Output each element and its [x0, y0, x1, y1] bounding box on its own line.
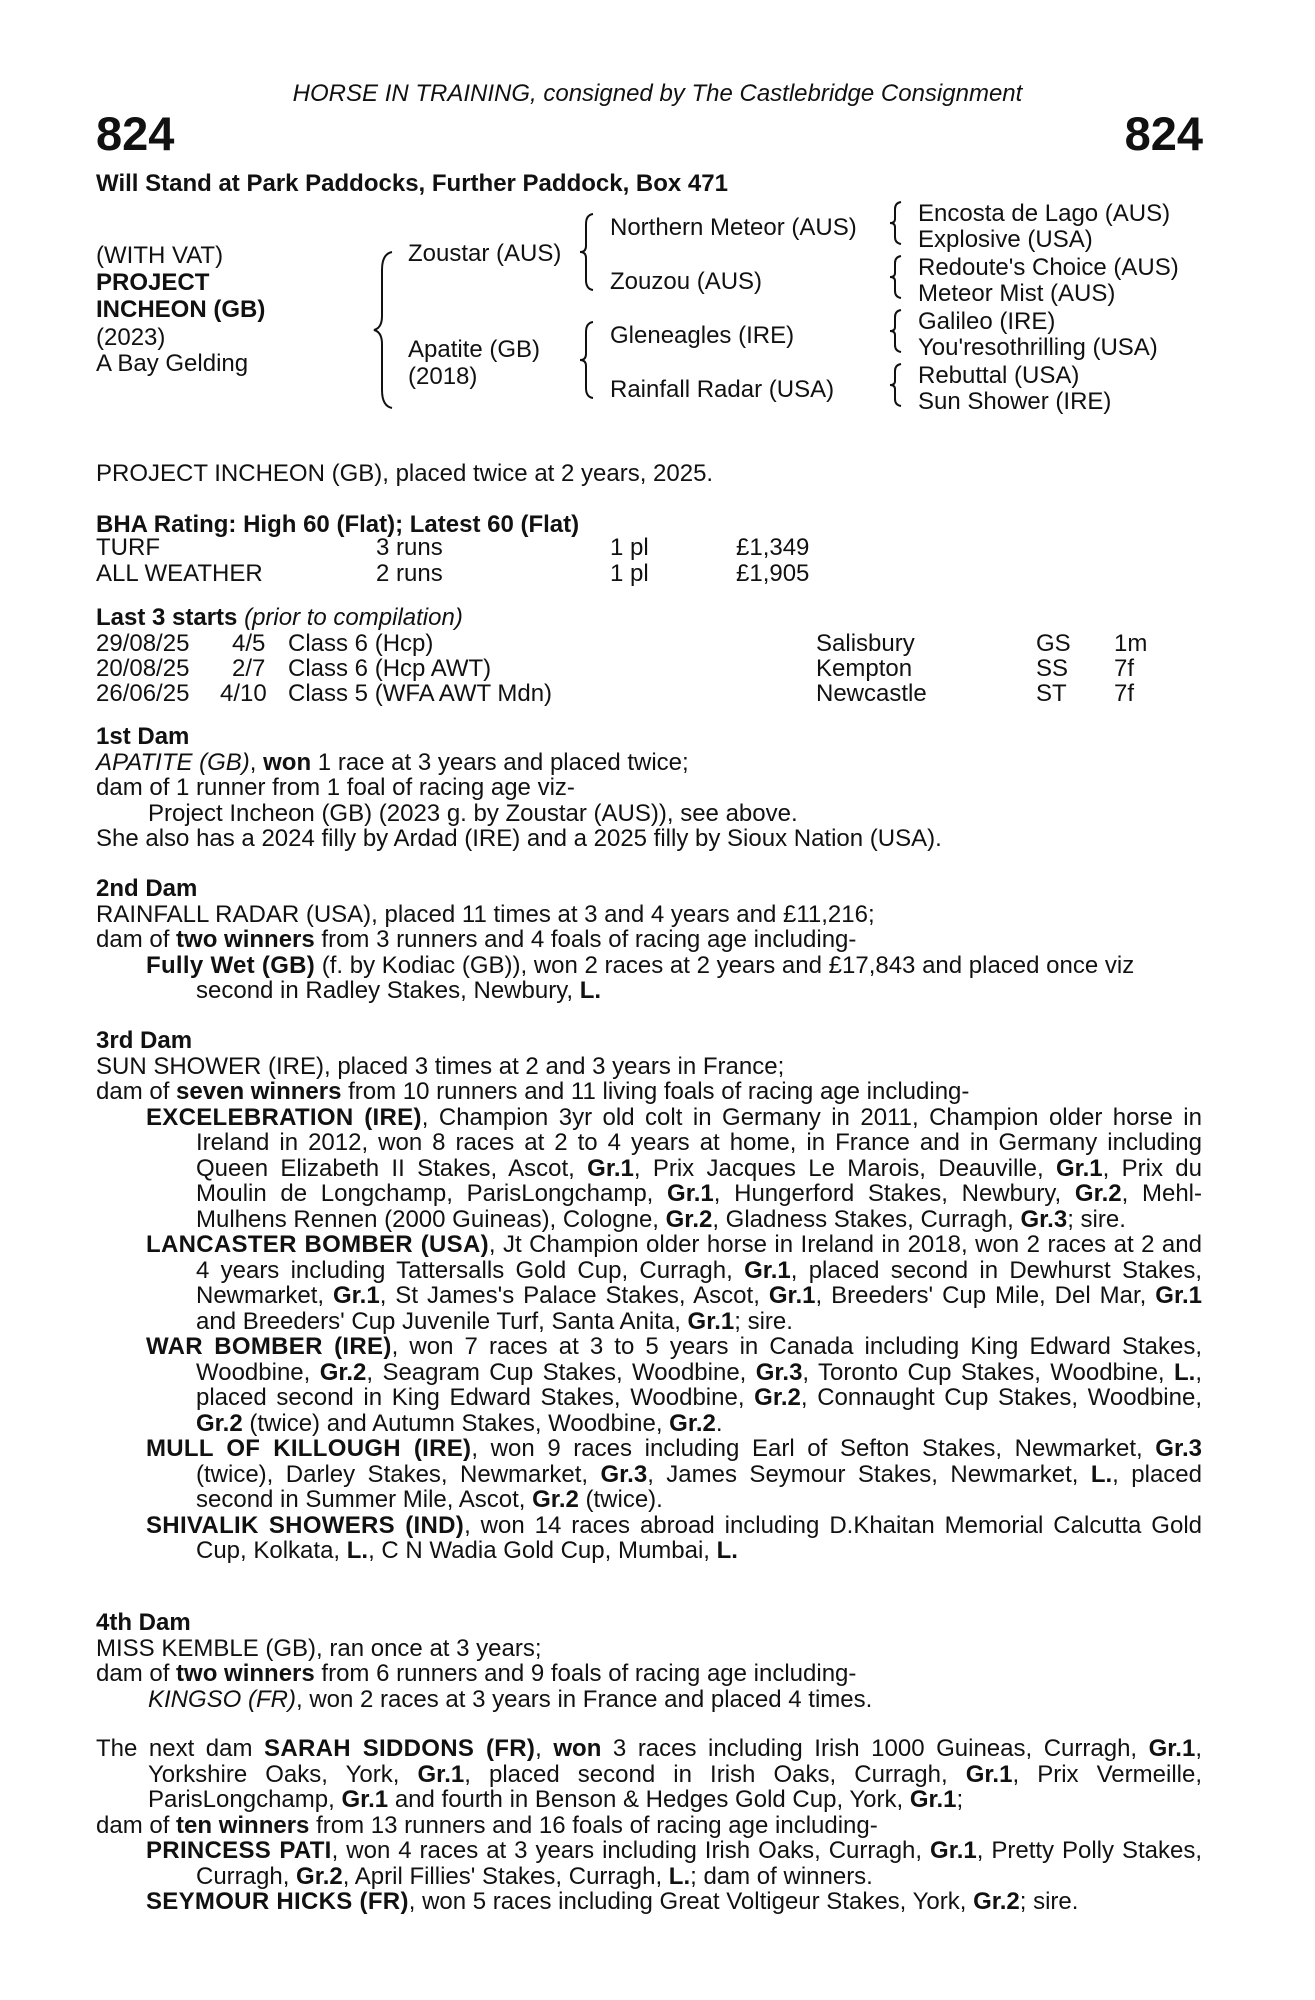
grade: Gr.1	[687, 1307, 735, 1335]
progeny-name: KINGSO (FR)	[148, 1685, 296, 1713]
start-position: 4/5	[232, 630, 266, 657]
start-distance: 7f	[1114, 680, 1135, 707]
rating-surface: ALL WEATHER	[96, 560, 263, 587]
grade: Gr.1	[1148, 1735, 1196, 1762]
start-race: Class 5 (WFA AWT Mdn)	[288, 680, 553, 707]
start-position: 4/10	[220, 680, 267, 707]
third-dam-section	[96, 1028, 1202, 1564]
second-dam-section	[96, 876, 1202, 1004]
progeny-text: .	[715, 1409, 723, 1437]
first-dam-line1-rest: 1 race at 3 years and placed twice;	[311, 748, 689, 776]
first-dam-line4: She also has a 2024 filly by Ardad (IRE) and a 2025 filly by Sioux Nation (USA).	[96, 825, 942, 852]
progeny-text: , Mehl-Mulhens Rennen (2000 Guineas), Cologne,	[196, 1180, 1202, 1233]
progeny-entry	[96, 1232, 1202, 1334]
stand-location: Will Stand at Park Paddocks, Further Paddock, Box 471	[96, 170, 728, 197]
rating-surface: TURF	[96, 534, 160, 561]
progeny-entry	[96, 953, 1202, 1004]
progeny-text: ; dam of winners.	[690, 1862, 873, 1890]
dam-of-text: dam of	[96, 1811, 177, 1839]
grade: L.	[346, 1537, 369, 1564]
rating-placed: 1 pl	[610, 560, 649, 587]
progeny-name: SHIVALIK SHOWERS (IND)	[146, 1511, 465, 1539]
grade: Gr.3	[1155, 1435, 1202, 1462]
progeny-entry	[96, 1105, 1202, 1233]
last-starts-heading	[96, 604, 463, 632]
start-going: GS	[1036, 630, 1071, 657]
progeny-text: , St James's Palace Stakes, Ascot,	[379, 1282, 769, 1309]
next-dam-name: SARAH SIDDONS (FR)	[264, 1735, 536, 1762]
pedigree-brace-main	[372, 250, 396, 410]
first-dam-line3: Project Incheon (GB) (2023 g. by Zoustar (AUS)), see above.	[148, 799, 798, 827]
progeny-name: Fully Wet (GB)	[146, 951, 316, 979]
fourth-dam-title: 4th Dam	[96, 1609, 191, 1636]
pedigree-g1: Encosta de Lago (AUS)	[918, 200, 1171, 227]
second-dam-line1: RAINFALL RADAR (USA), placed 11 times at 3 and 4 years and £11,216;	[96, 900, 875, 928]
pedigree-g5: Galileo (IRE)	[918, 308, 1056, 335]
next-dam-sep: ,	[535, 1735, 554, 1762]
start-race: Class 6 (Hcp AWT)	[288, 655, 492, 682]
consignment-line: HORSE IN TRAINING, consigned by The Castlebridge Consignment	[292, 80, 1023, 107]
progeny-entry	[96, 1687, 1202, 1713]
fourth-dam-produce	[96, 1661, 1202, 1687]
progeny-text: , placed second in Irish Oaks, Curragh,	[464, 1760, 966, 1788]
dam-of-text: dam of	[96, 1660, 177, 1687]
progeny-text: (twice).	[578, 1486, 663, 1513]
start-position: 2/7	[232, 655, 266, 682]
progeny-text: , Seagram Cup Stakes, Woodbine,	[366, 1358, 756, 1386]
progeny-entry	[96, 1513, 1202, 1564]
progeny-text: , won 2 races at 3 years in France and placed 4 times.	[296, 1685, 873, 1713]
grade: Gr.1	[744, 1256, 791, 1284]
last-starts-title: Last 3 starts	[96, 604, 238, 631]
pedigree-g2: Explosive (USA)	[918, 226, 1093, 253]
third-dam-title: 3rd Dam	[96, 1027, 193, 1054]
grade: L.	[668, 1862, 691, 1890]
progeny-text: , Prix Vermeille, ParisLongchamp,	[148, 1760, 1202, 1813]
grade: Gr.1	[965, 1760, 1013, 1788]
progeny-text: , Yorkshire Oaks, York,	[148, 1735, 1202, 1788]
lot-number-right: 824	[1124, 107, 1203, 160]
grade: Gr.2	[665, 1205, 713, 1233]
pedigree-brace-dam	[578, 320, 596, 400]
pedigree-sire: Zoustar (AUS)	[408, 240, 562, 267]
vat-note: (WITH VAT)	[96, 242, 224, 269]
progeny-name: MULL OF KILLOUGH (IRE)	[146, 1435, 472, 1462]
progeny-text: and fourth in Benson & Hedges Gold Cup, York,	[388, 1786, 910, 1813]
bha-rating: BHA Rating: High 60 (Flat); Latest 60 (Flat)	[96, 511, 580, 538]
grade: Gr.1	[1155, 1282, 1202, 1309]
pedigree-brace-g4	[888, 362, 904, 408]
lot-number-left: 824	[96, 107, 175, 160]
start-going: SS	[1036, 655, 1069, 682]
progeny-name: PRINCESS PATI	[146, 1837, 332, 1864]
progeny-entry	[96, 1334, 1202, 1436]
progeny-text: , Connaught Cup Stakes, Woodbine,	[800, 1384, 1202, 1411]
start-race: Class 6 (Hcp)	[288, 630, 434, 657]
rating-runs: 3 runs	[376, 534, 443, 561]
grade: Gr.1	[332, 1282, 380, 1309]
progeny-text: , Jt Champion older horse in Ireland in 2018, won 2 races at 2 and 4 years including Tattersalls Gold Cup, Curragh,	[196, 1231, 1202, 1284]
grade: Gr.2	[319, 1358, 367, 1386]
progeny-text: (twice) and Autumn Stakes, Woodbine,	[242, 1409, 670, 1437]
horse-year: (2023)	[96, 324, 166, 351]
third-dam-produce	[96, 1079, 1202, 1105]
race-summary: PROJECT INCHEON (GB), placed twice at 2 years, 2025.	[96, 460, 714, 487]
pedigree-sire-sire: Northern Meteor (AUS)	[610, 214, 857, 241]
start-date: 26/06/25	[96, 680, 190, 707]
start-course: Salisbury	[816, 630, 915, 657]
progeny-text: , James Seymour Stakes, Newmarket,	[647, 1460, 1091, 1488]
progeny-text: , won 9 races including Earl of Sefton Stakes, Newmarket,	[471, 1435, 1156, 1462]
progeny-text: , Toronto Cup Stakes, Woodbine,	[802, 1358, 1174, 1386]
horse-name-line2: INCHEON (GB)	[96, 296, 266, 323]
first-dam-line2: dam of 1 runner from 1 foal of racing age viz-	[96, 774, 575, 801]
progeny-text: , Pretty Polly Stakes, Curragh,	[196, 1837, 1202, 1890]
progeny-name: SEYMOUR HICKS (FR)	[146, 1888, 409, 1915]
winners-count: two winners	[176, 926, 315, 953]
second-dam-produce	[96, 927, 1202, 953]
dam-of-rest: from 13 runners and 16 foals of racing age including-	[309, 1811, 878, 1839]
pedigree-dam: Apatite (GB)	[408, 336, 541, 363]
progeny-text: , placed second in King Edward Stakes, Woodbine,	[196, 1358, 1202, 1411]
grade: Gr.2	[754, 1384, 801, 1411]
grade: Gr.1	[909, 1786, 957, 1813]
dam-of-rest: from 3 runners and 4 foals of racing age including-	[314, 926, 857, 953]
grade: Gr.3	[755, 1358, 803, 1386]
pedigree-brace-sire	[578, 212, 596, 292]
dam-of-text: dam of	[96, 926, 177, 953]
winners-count: two winners	[176, 1660, 315, 1687]
grade: Gr.2	[1074, 1180, 1122, 1207]
rating-prize: £1,349	[736, 534, 810, 561]
winners-count: seven winners	[176, 1078, 342, 1105]
progeny-name: EXCELEBRATION (IRE)	[146, 1103, 422, 1131]
grade: Gr.1	[768, 1282, 816, 1309]
start-date: 20/08/25	[96, 655, 190, 682]
progeny-text: , Prix Jacques Le Marois, Deauville,	[633, 1154, 1056, 1182]
pedigree-brace-g3	[888, 308, 904, 354]
pedigree-g8: Sun Shower (IRE)	[918, 388, 1112, 415]
grade: Gr.2	[669, 1409, 716, 1437]
rating-prize: £1,905	[736, 560, 810, 587]
progeny-text: 3 races including Irish 1000 Guineas, Curragh,	[601, 1735, 1149, 1762]
progeny-text: (f. by Kodiac (GB)), won 2 races at 2 years and £17,843 and placed once viz second in Radley Stakes, Newbury,	[196, 951, 1135, 1004]
progeny-text: ; sire.	[1019, 1888, 1079, 1915]
grade: Gr.1	[587, 1154, 634, 1182]
progeny-entry	[96, 1436, 1202, 1513]
first-dam-section	[96, 724, 1202, 852]
progeny-text: , Champion 3yr old colt in Germany in 2011, Champion older horse in Ireland in 2012, won 8 races at 2 to 4 years at home, in France and in Germany including Queen Elizabeth II Stakes, Ascot,	[196, 1103, 1202, 1182]
pedigree-g3: Redoute's Choice (AUS)	[918, 254, 1179, 281]
second-dam-title: 2nd Dam	[96, 875, 198, 902]
pedigree-dam-year: (2018)	[408, 363, 478, 390]
progeny-text: , Gladness Stakes, Curragh,	[712, 1205, 1021, 1233]
grade: L.	[1090, 1460, 1113, 1488]
horse-name-line1: PROJECT	[96, 269, 210, 296]
progeny-text: , Hungerford Stakes, Newbury,	[713, 1180, 1075, 1207]
next-dam-section	[96, 1736, 1202, 1915]
pedigree-brace-g1	[888, 200, 904, 246]
pedigree-dam-dam: Rainfall Radar (USA)	[610, 376, 835, 403]
progeny-name: WAR BOMBER (IRE)	[146, 1333, 392, 1360]
pedigree-g7: Rebuttal (USA)	[918, 362, 1080, 389]
start-distance: 7f	[1114, 655, 1135, 682]
pedigree-g6: You'resothrilling (USA)	[918, 334, 1158, 361]
start-going: ST	[1036, 680, 1067, 707]
progeny-text: , won 4 races at 3 years including Irish Oaks, Curragh,	[331, 1837, 931, 1864]
grade: Gr.1	[667, 1180, 714, 1207]
next-dam-produce	[96, 1813, 1202, 1839]
start-course: Newcastle	[816, 680, 927, 707]
third-dam-line1: SUN SHOWER (IRE), placed 3 times at 2 and 3 years in France;	[96, 1052, 785, 1080]
progeny-text: , won 14 races abroad including D.Khaitan Memorial Calcutta Gold Cup, Kolkata,	[196, 1511, 1202, 1564]
pedigree-brace-g2	[888, 254, 904, 300]
start-course: Kempton	[816, 655, 913, 682]
rating-runs: 2 runs	[376, 560, 443, 587]
next-dam-won: won	[553, 1735, 602, 1762]
progeny-text: ;	[956, 1786, 964, 1813]
rating-placed: 1 pl	[610, 534, 649, 561]
winners-count: ten winners	[176, 1811, 310, 1839]
progeny-text: , Breeders' Cup Mile, Del Mar,	[815, 1282, 1156, 1309]
progeny-text: , won 5 races including Great Voltigeur Stakes, York,	[408, 1888, 974, 1915]
progeny-text: ; sire.	[734, 1307, 793, 1335]
grade: Gr.3	[1020, 1205, 1068, 1233]
first-dam-won: won	[263, 748, 312, 776]
grade: Gr.2	[532, 1486, 579, 1513]
progeny-entry	[96, 1838, 1202, 1889]
fourth-dam-line1: MISS KEMBLE (GB), ran once at 3 years;	[96, 1634, 542, 1662]
dam-of-rest: from 10 runners and 11 living foals of racing age including-	[341, 1078, 970, 1105]
grade: L.	[716, 1537, 738, 1564]
progeny-text: , placed second in Dewhurst Stakes, Newmarket,	[196, 1256, 1202, 1309]
progeny-text: , Prix du Moulin de Longchamp, ParisLongchamp,	[196, 1154, 1202, 1207]
grade: L.	[1173, 1358, 1196, 1386]
start-distance: 1m	[1114, 630, 1148, 657]
grade: Gr.2	[973, 1888, 1020, 1915]
grade: Gr.2	[196, 1409, 243, 1437]
horse-description: A Bay Gelding	[96, 350, 249, 377]
progeny-entry	[96, 1889, 1202, 1915]
progeny-text: and Breeders' Cup Juvenile Turf, Santa Anita,	[196, 1307, 688, 1335]
start-date: 29/08/25	[96, 630, 190, 657]
grade: Gr.1	[417, 1760, 465, 1788]
dam-of-rest: from 6 runners and 9 foals of racing age including-	[314, 1660, 857, 1687]
progeny-text: , April Fillies' Stakes, Curragh,	[342, 1862, 669, 1890]
first-dam-sep: ,	[249, 748, 264, 776]
last-starts-note: (prior to compilation)	[244, 604, 463, 631]
grade: L.	[579, 977, 602, 1004]
progeny-text: (twice), Darley Stakes, Newmarket,	[196, 1460, 601, 1488]
next-dam-intro: The next dam	[96, 1735, 265, 1762]
grade: Gr.2	[296, 1862, 343, 1890]
grade: Gr.1	[1055, 1154, 1103, 1182]
fourth-dam-section	[96, 1610, 1202, 1712]
first-dam-line1	[96, 750, 1202, 776]
pedigree-g4: Meteor Mist (AUS)	[918, 280, 1116, 307]
progeny-text: , won 7 races at 3 to 5 years in Canada including King Edward Stakes, Woodbine,	[196, 1333, 1202, 1386]
progeny-text: ; sire.	[1067, 1205, 1126, 1233]
dam-of-text: dam of	[96, 1078, 177, 1105]
grade: Gr.1	[341, 1786, 389, 1813]
progeny-text: , C N Wadia Gold Cup, Mumbai,	[368, 1537, 717, 1564]
grade: Gr.3	[600, 1460, 648, 1488]
first-dam-title: 1st Dam	[96, 723, 190, 750]
progeny-name: LANCASTER BOMBER (USA)	[146, 1231, 489, 1258]
pedigree-sire-dam: Zouzou (AUS)	[610, 268, 763, 295]
progeny-text: , placed second in Summer Mile, Ascot,	[196, 1460, 1202, 1513]
pedigree-dam-sire: Gleneagles (IRE)	[610, 322, 795, 349]
grade: Gr.1	[930, 1837, 977, 1864]
next-dam-entry	[96, 1736, 1202, 1813]
first-dam-name: APATITE (GB)	[96, 748, 250, 776]
